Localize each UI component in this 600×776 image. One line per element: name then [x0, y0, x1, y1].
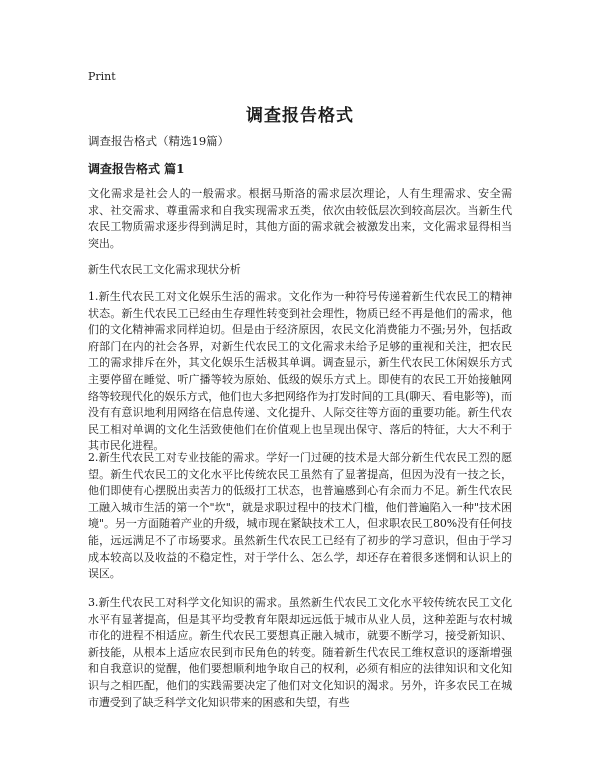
- section-heading: 调查报告格式 篇1: [88, 162, 185, 176]
- paragraph-intro: 文化需求是社会人的一般需求。根据马斯洛的需求层次理论，人有生理需求、安全需求、社交需求、尊重需求和自我实现需求五类，依次由较低层次到较高层次。当新生代农民工物质需求逐步得到满足时，其他方面的需求就会被激发出来，文化需求显得相当突出。: [88, 187, 512, 250]
- print-link[interactable]: Print: [88, 70, 116, 83]
- document-subtitle: 调查报告格式（精选19篇）: [88, 134, 230, 148]
- paragraph-knowledge-needs: 3.新生代农民工对科学文化知识的需求。虽然新生代农民工文化水平较传统农民工文化水平有显著提高，但是其平均受教育年限却远远低于城市从业人员，这种差距与农村城市化的进程不相适应。新生代农民工要想真正融入城市，就要不断学习，接受新知识、新技能，从根本上适应农民到市民角色的转变。随着新生代农民工维权意识的逐渐增强和自我意识的觉醒，他们要想顺利地争取自己的权利，必须有相应的法律知识和文化知识与之相匹配，他们的实践需要决定了他们对文化知识的渴求。另外，许多农民工在城市遭受到了缺乏科学文化知识带来的困惑和失望，有些: [88, 596, 512, 709]
- paragraph-entertainment-needs: 1.新生代农民工对文化娱乐生活的需求。文化作为一种符号传递着新生代农民工的精神状态。新生代农民工已经由生存理性转变到社会理性，物质已经不再是他们的需求，他们的文化精神需求同样迫切。但是由于经济原因，农民文化消费能力不强;另外，包括政府部门在内的社会各界，对新生代农民工的文化需求未给予足够的重视和关注，把农民工的需求排斥在外，其文化娱乐生活极其单调。调查显示，新生代农民工休闲娱乐方式主要停留在睡觉、听广播等较为原始、低级的娱乐方式上。即使有的农民工开始接触网络等较现代化的娱乐方式，他们也大多把网络作为打发时间的工具(聊天、看电影等)，而没有有意识地利用网络在信息传递、文化提升、人际交往等方面的重要功能。新生代农民工相对单调的文化生活致使他们在价值观上也呈现出保守、落后的特征，大大不利于其市民化进程。: [88, 290, 512, 453]
- paragraph-skill-needs: 2.新生代农民工对专业技能的需求。学好一门过硬的技术是大部分新生代农民工烈的愿望。新生代农民工的文化水平比传统农民工虽然有了显著提高，但因为没有一技之长，他们即使有心摆脱出卖苦力的低级打工状态，也普遍感到心有余而力不足。新生代农民工融入城市生活的第一个"坎"，就是求职过程中的技术门槛，他们普遍陷入一种"技术困境"。另一方面随着产业的升级，城市现在紧缺技术工人，但求职农民工80%没有任何技能，远远满足不了市场要求。虽然新生代农民工已经有了初步的学习意识，但由于学习成本较高以及收益的不稳定性，对于学什么、怎么学，却还存在着很多迷惘和认识上的误区。: [88, 451, 512, 581]
- subsection-heading: 新生代农民工文化需求现状分析: [88, 263, 241, 276]
- page-title: 调查报告格式: [246, 106, 354, 126]
